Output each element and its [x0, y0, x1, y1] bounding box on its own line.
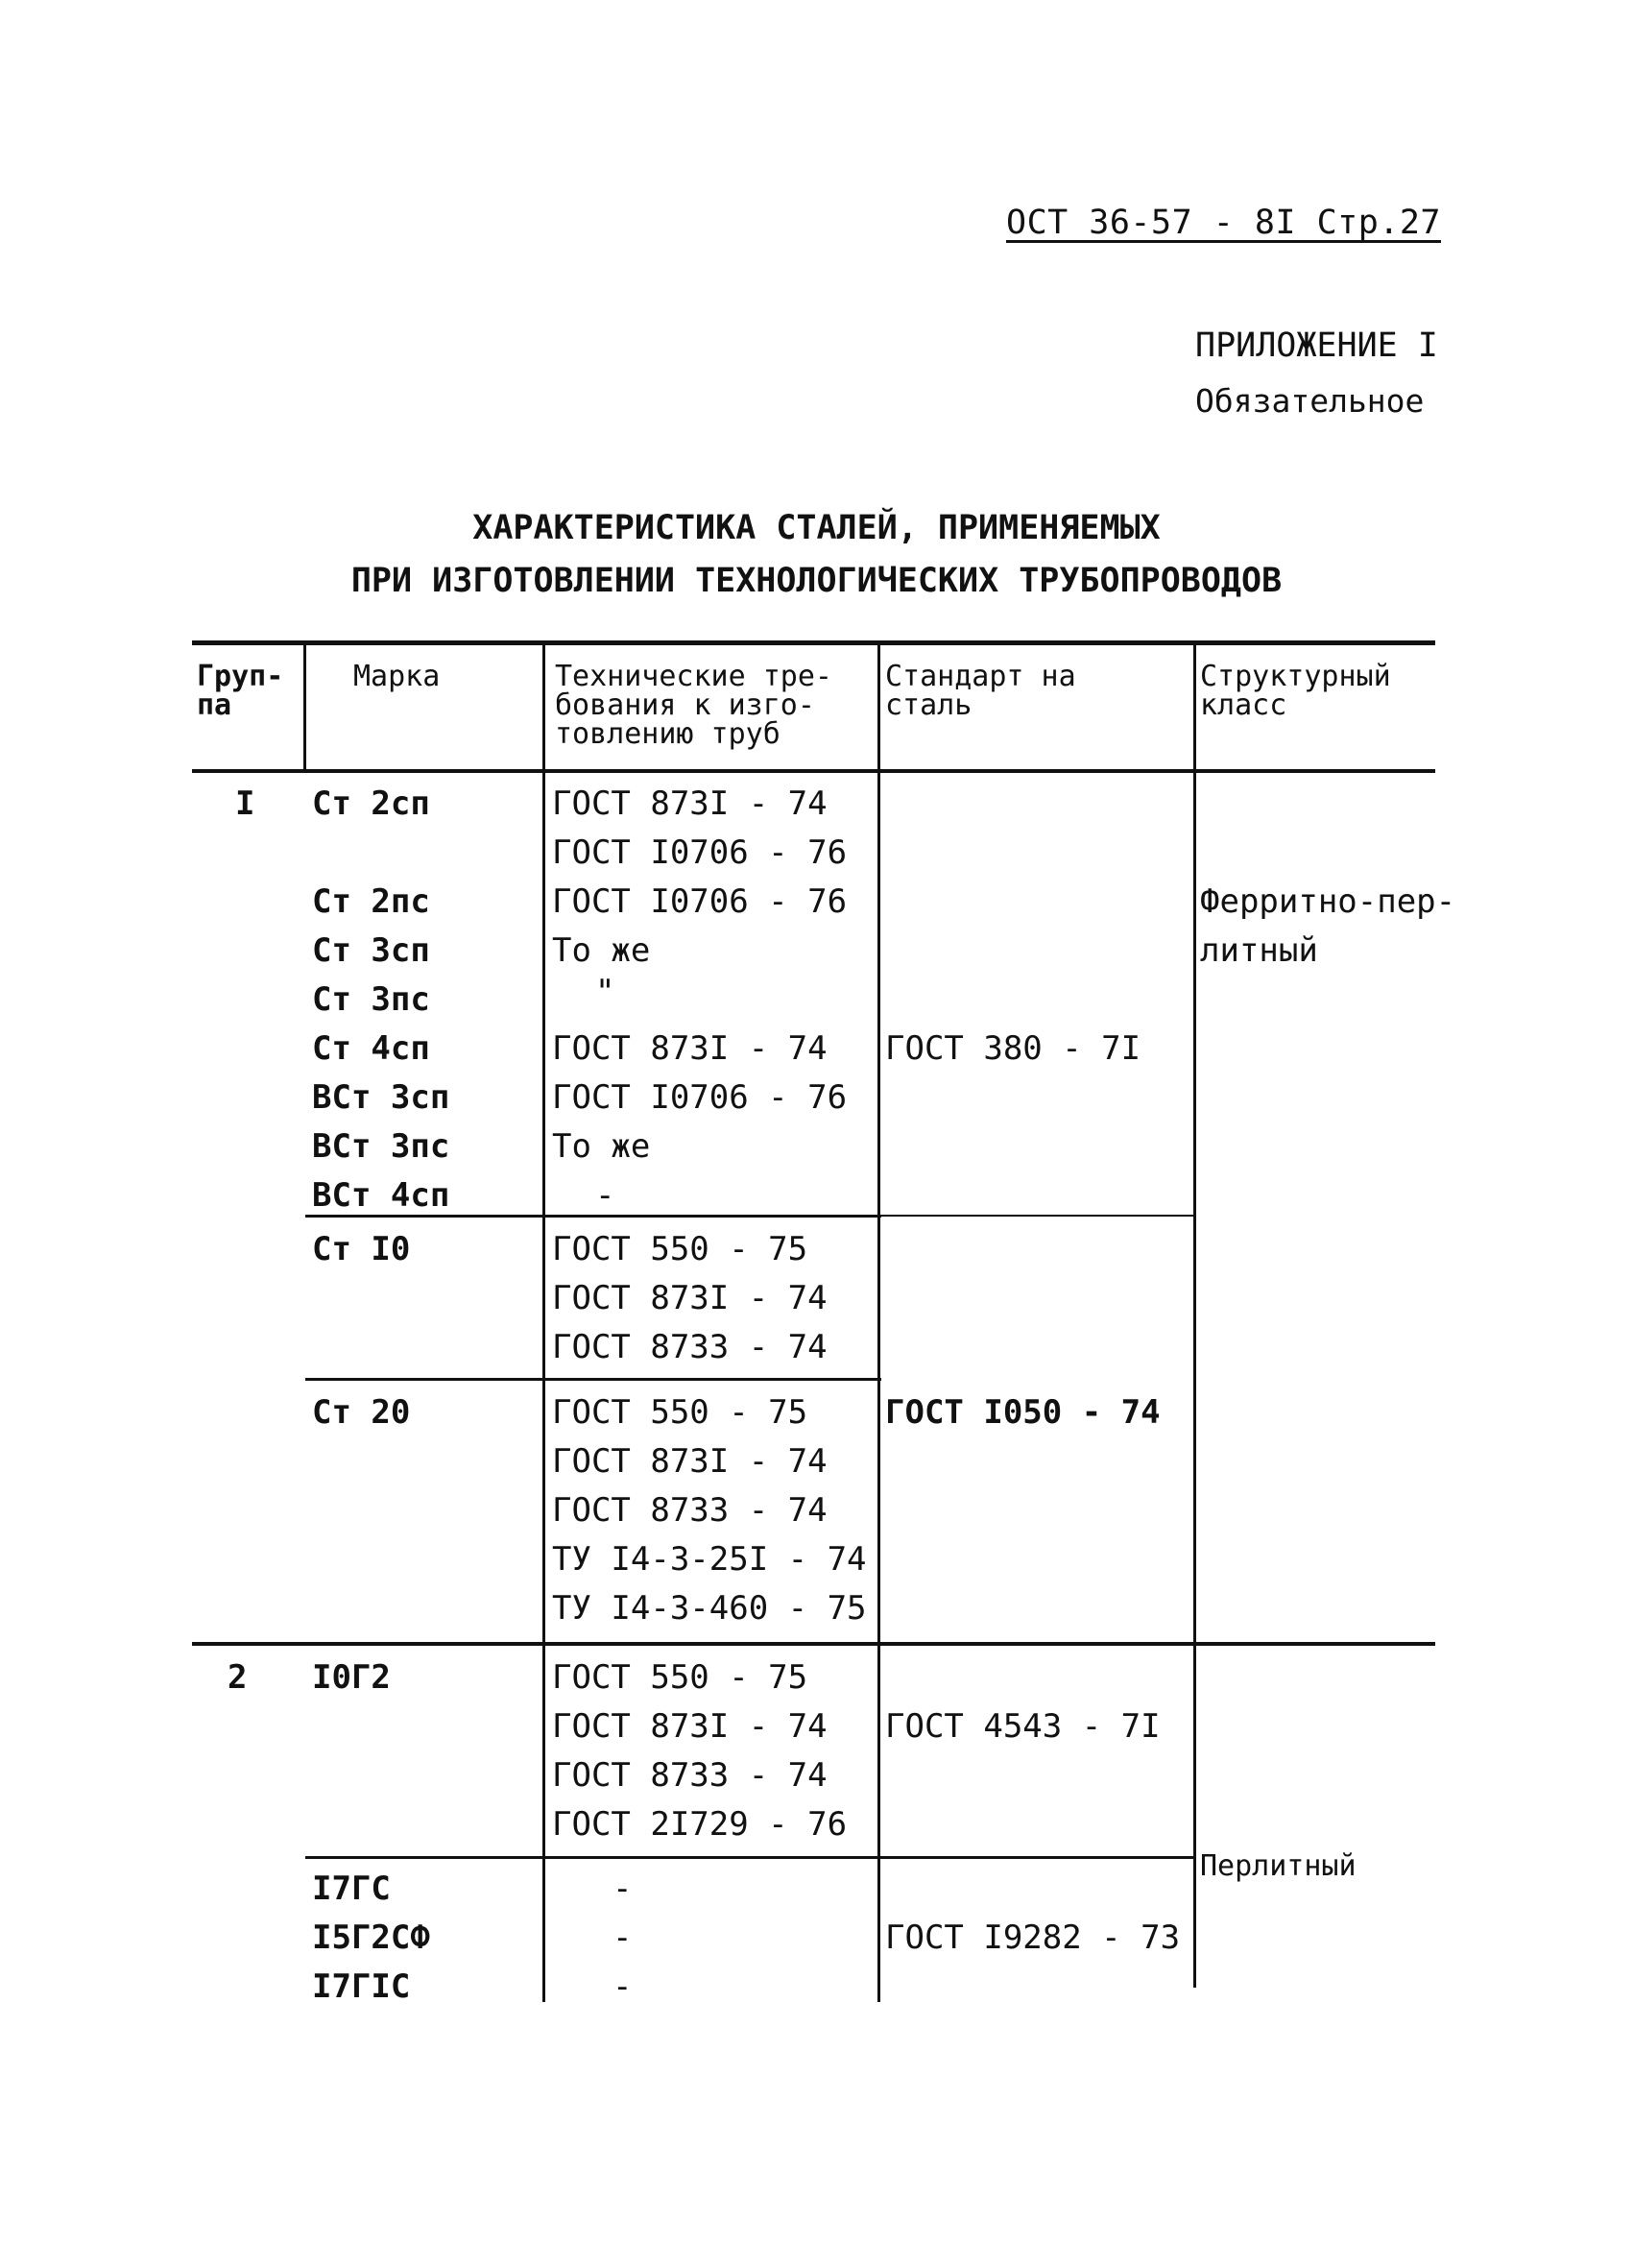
grade-cell: ВСт 3пс	[312, 1127, 450, 1166]
grade-cell: Ст 3пс	[312, 980, 430, 1019]
grade-cell: Ст 2пс	[312, 882, 430, 921]
requirement-cell: ГОСТ I0706 - 76	[552, 882, 848, 921]
requirement-cell: ГОСТ 2I729 - 76	[552, 1805, 848, 1844]
requirement-cell: ТУ I4-3-460 - 75	[552, 1589, 867, 1628]
group-divider-rule	[192, 1642, 1435, 1646]
std-rule-380	[879, 1215, 1196, 1217]
column-header-requirements: Технические тре- бования к изго- товлению труб	[555, 660, 832, 751]
table-title-line-2: ПРИ ИЗГОТОВЛЕНИИ ТЕХНОЛОГИЧЕСКИХ ТРУБОПРОВОДОВ	[350, 562, 1283, 600]
grade-cell: Ст 3сп	[312, 931, 430, 970]
requirement-cell: ТУ I4-3-25I - 74	[552, 1540, 867, 1579]
requirement-cell: ГОСТ 873I - 74	[552, 1707, 828, 1746]
grade-cell: Ст 4сп	[312, 1029, 430, 1068]
table-title-line-1: ХАРАКТЕРИСТИКА СТАЛЕЙ, ПРИМЕНЯЕМЫХ	[472, 509, 1161, 547]
document-reference: ОСТ 36-57 - 8I Стр.27	[1006, 204, 1442, 242]
requirement-cell: ГОСТ 550 - 75	[552, 1393, 808, 1432]
requirement-cell: ГОСТ I0706 - 76	[552, 1078, 848, 1117]
grade-cell: I7ГIС	[312, 1967, 411, 2006]
requirement-cell: ГОСТ 8733 - 74	[552, 1756, 828, 1795]
column-header-grade: Марка	[353, 660, 441, 693]
requirement-cell: То же	[552, 931, 651, 970]
row-rule-st20	[305, 1378, 881, 1381]
grade-cell: Ст 2сп	[312, 784, 430, 823]
grade-cell: I5Г2СФ	[312, 1918, 430, 1957]
requirement-cell: ГОСТ 873I - 74	[552, 1442, 828, 1481]
group-cell: I	[235, 784, 255, 823]
row-rule-17gs	[305, 1856, 1196, 1859]
column-header-class: Структурный класс	[1200, 660, 1391, 722]
standard-cell: ГОСТ I9282 - 73	[885, 1918, 1181, 1957]
appendix-label: ПРИЛОЖЕНИЕ I	[1195, 326, 1438, 365]
requirement-cell: ГОСТ 8733 - 74	[552, 1491, 828, 1530]
group-cell: 2	[228, 1658, 248, 1697]
requirement-cell: ГОСТ I0706 - 76	[552, 833, 848, 872]
requirement-cell: То же	[552, 1127, 651, 1166]
requirement-cell: ГОСТ 873I - 74	[552, 1279, 828, 1317]
requirement-cell: ГОСТ 550 - 75	[552, 1658, 808, 1697]
grade-cell: Ст 20	[312, 1393, 411, 1432]
requirement-cell: ГОСТ 8733 - 74	[552, 1328, 828, 1366]
requirement-cell: -	[612, 1918, 633, 1957]
header-bottom-rule	[192, 769, 1435, 773]
appendix-status: Обязательное	[1195, 382, 1425, 420]
class-cell: Перлитный	[1200, 1849, 1357, 1883]
requirement-cell: "	[595, 973, 615, 1011]
grade-cell: I0Г2	[312, 1658, 391, 1697]
grade-cell: I7ГС	[312, 1870, 391, 1908]
col-rule-1	[303, 643, 306, 773]
table-top-rule	[192, 640, 1435, 645]
col-rule-2	[542, 643, 545, 2002]
requirement-cell: -	[612, 1967, 633, 2006]
standard-cell: ГОСТ 4543 - 7I	[885, 1707, 1161, 1746]
col-rule-3	[877, 643, 880, 2002]
requirement-cell: ГОСТ 873I - 74	[552, 1029, 828, 1068]
class-cell: Ферритно-пер-	[1200, 882, 1456, 921]
standard-cell: ГОСТ I050 - 74	[885, 1393, 1161, 1432]
requirement-cell: ГОСТ 550 - 75	[552, 1230, 808, 1268]
column-header-group: Груп- па	[197, 660, 284, 722]
requirement-cell: -	[612, 1870, 633, 1908]
col-rule-4	[1193, 643, 1196, 1988]
standard-cell: ГОСТ 380 - 7I	[885, 1029, 1141, 1068]
grade-cell: Ст I0	[312, 1230, 411, 1268]
grade-cell: ВСт 4сп	[312, 1176, 450, 1215]
column-header-standard: Стандарт на сталь	[885, 660, 1076, 722]
requirement-cell: -	[595, 1176, 615, 1215]
requirement-cell: ГОСТ 873I - 74	[552, 784, 828, 823]
grade-cell: ВСт 3сп	[312, 1078, 450, 1117]
class-cell: литный	[1200, 931, 1318, 970]
